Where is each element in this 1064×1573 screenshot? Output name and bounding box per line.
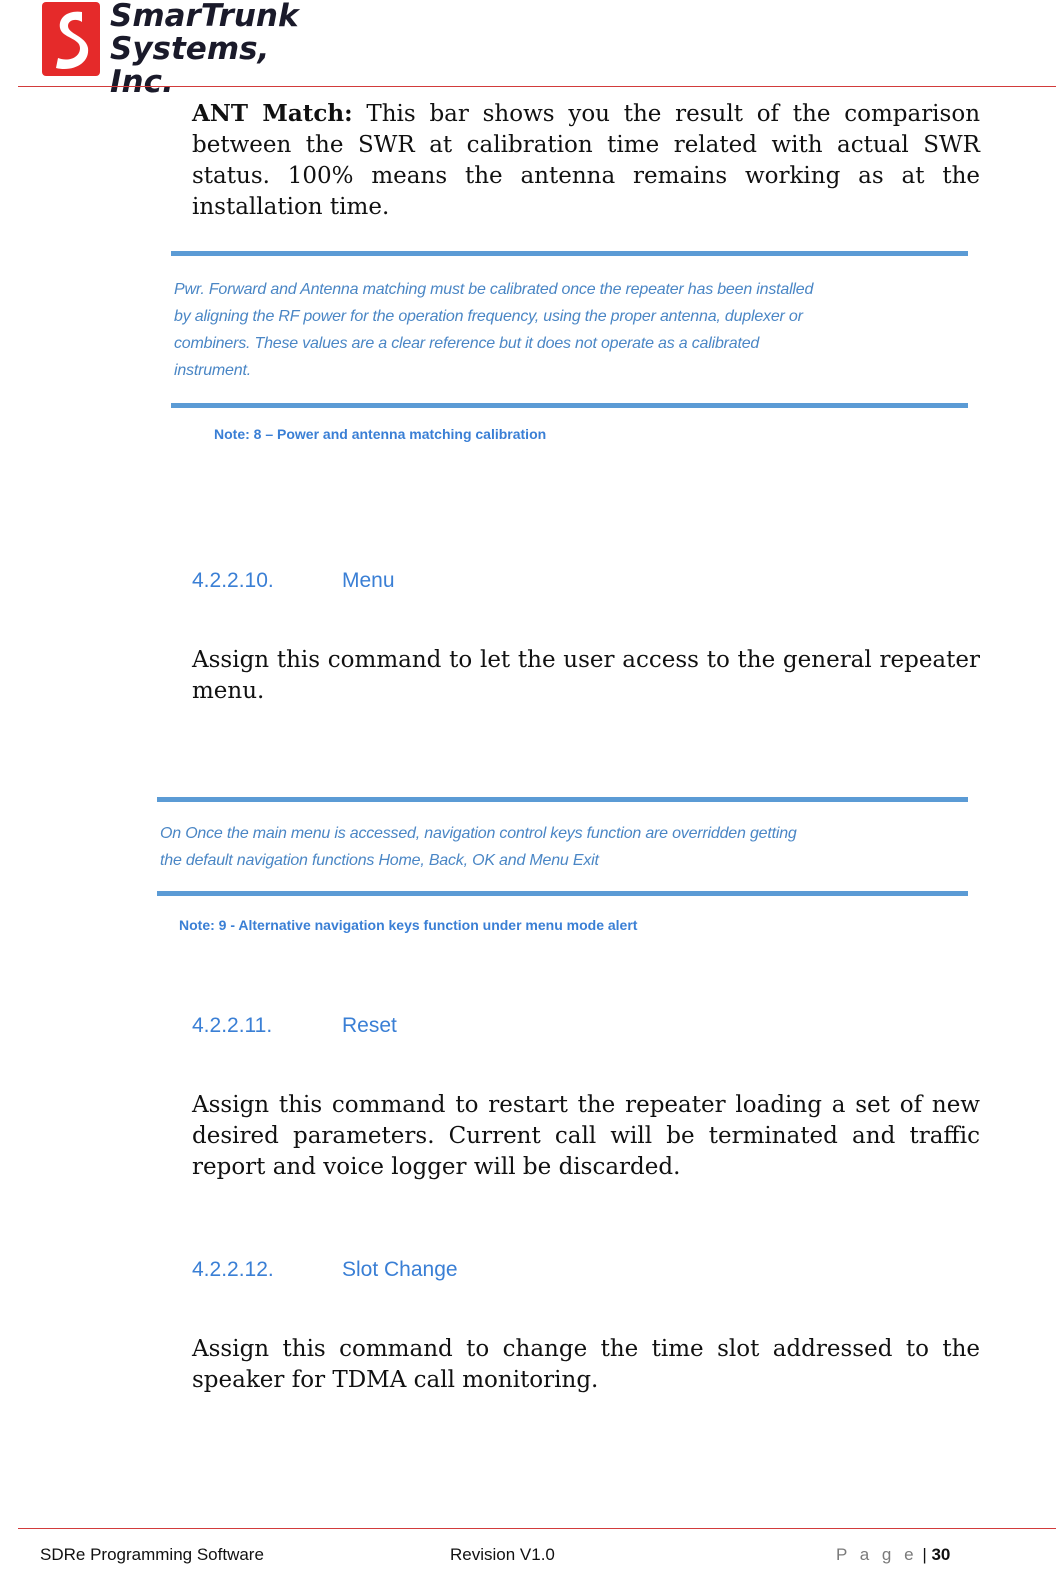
section-number: 4.2.2.11.	[192, 1014, 273, 1037]
company-name-line1: SmarTrunk	[110, 0, 299, 34]
company-name	[110, 0, 340, 99]
footer-page-label: P a g e	[836, 1545, 918, 1564]
footer-page-number: 30	[931, 1545, 951, 1564]
ant-match-text: This bar shows you the result of the comparison between the SWR at calibration time related with actual SWR status. 100% means the antenna remains working as at the installation time.	[192, 101, 981, 220]
section-title: Menu	[342, 569, 395, 592]
note-8-text	[174, 276, 813, 384]
reset-paragraph: Assign this command to restart the repeater loading a set of new desired parameters. Current call will be terminated and traffic report and voice logger will be discarded.	[192, 1092, 980, 1180]
footer-page-separator: |	[922, 1545, 927, 1564]
menu-paragraph: Assign this command to let the user access to the general repeater menu.	[192, 647, 980, 704]
company-name-line2: Systems, Inc.	[110, 31, 270, 100]
note-8-callout	[171, 251, 968, 408]
footer-divider	[18, 1528, 1056, 1529]
note-9-callout	[157, 797, 968, 896]
section-number: 4.2.2.10.	[192, 569, 274, 592]
note-9-line: the default navigation functions Home, Back, OK and Menu Exit	[160, 852, 599, 869]
note-8-line: instrument.	[174, 362, 251, 379]
section-title: Slot Change	[342, 1258, 458, 1281]
ant-match-label: ANT Match:	[192, 100, 353, 127]
note-8-caption: Note: 8 – Power and antenna matching calibration	[214, 426, 547, 442]
section-heading-slot-change	[192, 1257, 458, 1283]
logo-s-icon	[42, 2, 100, 76]
footer-doc-title: SDRe Programming Software	[40, 1545, 264, 1564]
note-9-caption: Note: 9 - Alternative navigation keys function under menu mode alert	[179, 917, 638, 933]
note-9-line: On Once the main menu is accessed, navigation control keys function are overridden getting	[160, 825, 797, 842]
note-8-line: by aligning the RF power for the operation frequency, using the proper antenna, duplexer or	[174, 308, 803, 325]
section-heading-menu	[192, 568, 395, 594]
note-8-line: combiners. These values are a clear reference but it does not operate as a calibrated	[174, 335, 760, 352]
logo-badge	[42, 2, 100, 76]
header-divider	[18, 86, 1056, 87]
company-logo	[40, 0, 340, 100]
note-9-text	[160, 820, 797, 874]
footer-revision: Revision V1.0	[450, 1545, 555, 1564]
section-number: 4.2.2.12.	[192, 1258, 274, 1281]
note-8-line: Pwr. Forward and Antenna matching must be calibrated once the repeater has been installed	[174, 281, 814, 298]
ant-match-paragraph	[192, 98, 980, 223]
slot-change-paragraph: Assign this command to change the time slot addressed to the speaker for TDMA call monitoring.	[192, 1336, 980, 1393]
section-heading-reset	[192, 1013, 397, 1039]
section-title: Reset	[342, 1014, 397, 1037]
footer-page	[836, 1545, 950, 1565]
